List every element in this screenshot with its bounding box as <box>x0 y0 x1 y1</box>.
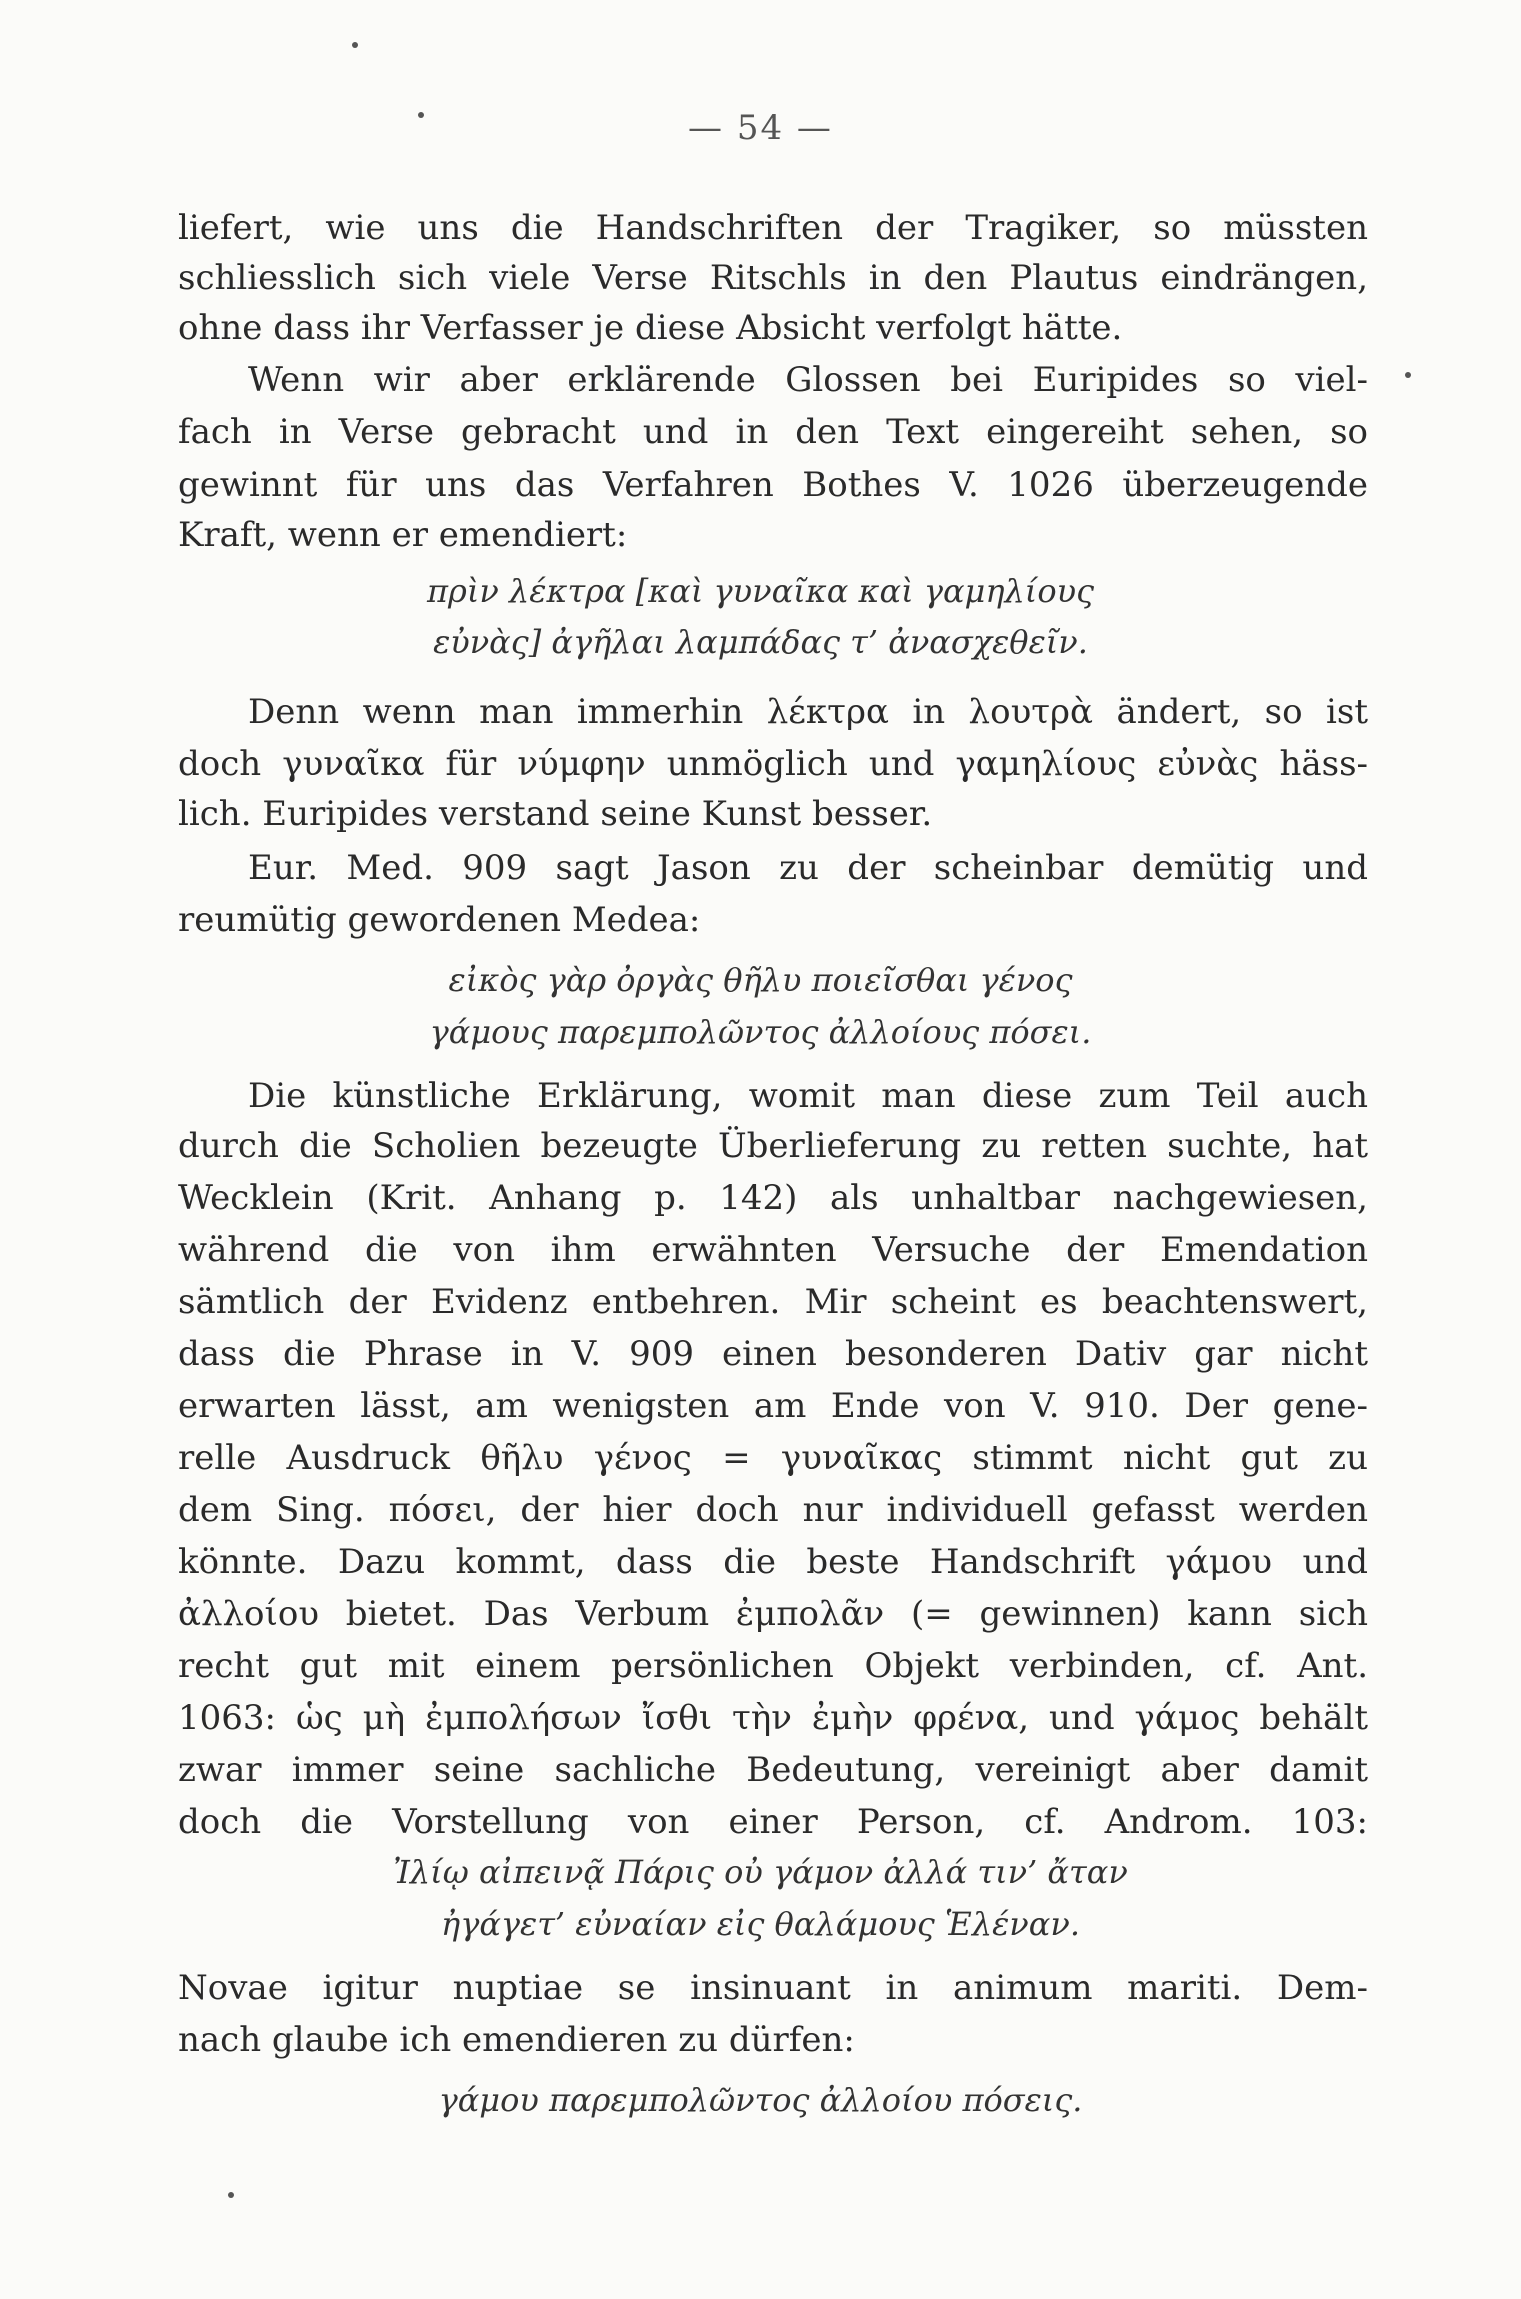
text-line: Wecklein (Krit. Anhang p. 142) als unhaltbar nachgewiesen, <box>178 1178 1368 1218</box>
text-line: doch die Vorstellung von einer Person, cf. Androm. 103: <box>178 1802 1368 1842</box>
text-line: recht gut mit einem persönlichen Objekt verbinden, cf. Ant. <box>178 1646 1368 1686</box>
text-line: könnte. Dazu kommt, dass die beste Handschrift γάμου und <box>178 1542 1368 1582</box>
text-line: liefert, wie uns die Handschriften der Tragiker, so müssten <box>178 208 1368 248</box>
text-line: ohne dass ihr Verfasser je diese Absicht verfolgt hätte. <box>178 308 1123 348</box>
text-line: 1063: ὡς μὴ ἐμπολήσων ἴσθι τὴν ἐμὴν φρένα, und γάμος behält <box>178 1698 1368 1738</box>
greek-verse: γάμους παρεμπολῶντος ἀλλοίους πόσει. <box>429 1013 1092 1051</box>
greek-verse: Ἰλίῳ αἰπεινᾷ Πάρις οὐ γάμον ἀλλά τιν’ ἄταν <box>393 1853 1128 1891</box>
text-line: gewinnt für uns das Verfahren Bothes V. 1026 überzeugende <box>178 465 1368 505</box>
text-line: Eur. Med. 909 sagt Jason zu der scheinbar demütig und <box>248 848 1368 888</box>
text-line: schliesslich sich viele Verse Ritschls in den Plautus eindrängen, <box>178 258 1368 298</box>
scan-speck <box>418 112 424 118</box>
greek-verse: γάμου παρεμπολῶντος ἀλλοίου πόσεις. <box>438 2081 1083 2119</box>
scan-speck <box>228 2192 234 2198</box>
text-line: reumütig gewordenen Medea: <box>178 900 701 940</box>
text-line: während die von ihm erwähnten Versuche der Emendation <box>178 1230 1368 1270</box>
text-line: Novae igitur nuptiae se insinuant in animum mariti. Dem- <box>178 1968 1368 2008</box>
text-line: nach glaube ich emendieren zu dürfen: <box>178 2020 855 2060</box>
text-line: durch die Scholien bezeugte Überlieferung zu retten suchte, hat <box>178 1126 1368 1166</box>
text-line: fach in Verse gebracht und in den Text eingereiht sehen, so <box>178 412 1368 452</box>
greek-verse: πρὶν λέκτρα [καὶ γυναῖκα καὶ γαμηλίους <box>427 572 1094 610</box>
greek-verse: εὐνὰς] ἀγῆλαι λαμπάδας τ’ ἀνασχεθεῖν. <box>433 623 1088 661</box>
text-line: relle Ausdruck θῆλυ γένος = γυναῖκας stimmt nicht gut zu <box>178 1438 1368 1478</box>
scan-speck <box>352 42 358 48</box>
text-line: Die künstliche Erklärung, womit man diese zum Teil auch <box>248 1076 1368 1116</box>
greek-verse: εἰκὸς γὰρ ὀργὰς θῆλυ ποιεῖσθαι γένος <box>448 961 1073 999</box>
text-line: dass die Phrase in V. 909 einen besonderen Dativ gar nicht <box>178 1334 1368 1374</box>
page-number: — 54 — <box>688 108 833 148</box>
text-line: Kraft, wenn er emendiert: <box>178 515 628 555</box>
greek-verse: ἠγάγετ’ εὐναίαν εἰς θαλάμους Ἑλέναν. <box>441 1905 1080 1943</box>
text-line: zwar immer seine sachliche Bedeutung, vereinigt aber damit <box>178 1750 1368 1790</box>
text-line: lich. Euripides verstand seine Kunst besser. <box>178 794 933 834</box>
text-line: sämtlich der Evidenz entbehren. Mir scheint es beachtenswert, <box>178 1282 1368 1322</box>
text-line: ἀλλοίου bietet. Das Verbum ἐμπολᾶν (= gewinnen) kann sich <box>178 1594 1368 1634</box>
text-line: erwarten lässt, am wenigsten am Ende von V. 910. Der gene- <box>178 1386 1368 1426</box>
text-line: Wenn wir aber erklärende Glossen bei Euripides so viel- <box>248 360 1368 400</box>
text-line: doch γυναῖκα für νύμφην unmöglich und γαμηλίους εὐνὰς häss- <box>178 744 1368 784</box>
scan-speck <box>1405 372 1411 378</box>
text-line: dem Sing. πόσει, der hier doch nur individuell gefasst werden <box>178 1490 1368 1530</box>
text-line: Denn wenn man immerhin λέκτρα in λουτρὰ ändert, so ist <box>248 692 1368 732</box>
